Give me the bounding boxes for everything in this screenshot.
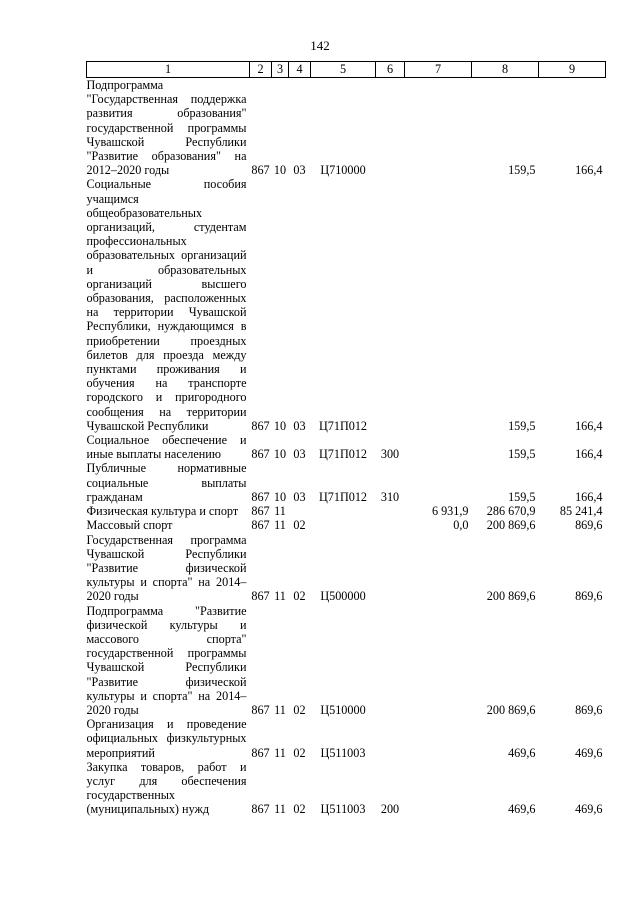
code-section: 11	[274, 702, 286, 717]
code-ministry: 867	[251, 418, 270, 433]
code-expense-type	[376, 504, 405, 518]
value-col9: 469,6	[575, 802, 603, 817]
code-subsection: 03	[293, 447, 306, 462]
table-row	[87, 717, 606, 760]
table-row	[87, 504, 606, 518]
row-name: Закупка товаров, работ и услуг для обеспечения государственных (муниципальных) нужд	[86, 759, 247, 817]
value-col8: 200 869,6	[486, 589, 536, 604]
code-expense-type	[376, 604, 405, 718]
code-target: Ц510000	[320, 702, 366, 717]
code-target: Ц511003	[320, 802, 366, 817]
code-expense-type	[376, 533, 405, 604]
value-col8: 200 869,6	[486, 518, 536, 533]
code-expense-type: 310	[380, 489, 400, 504]
value-col9: 85 241,4	[559, 504, 603, 519]
table-row	[87, 760, 606, 817]
table-row	[87, 518, 606, 532]
code-target: Ц71П012	[318, 447, 368, 462]
code-expense-type	[376, 518, 405, 532]
table-row	[87, 433, 606, 461]
header-cell: 3	[272, 62, 289, 78]
code-ministry: 867	[251, 504, 270, 519]
value-col9: 869,6	[575, 518, 603, 533]
code-ministry: 867	[251, 163, 270, 178]
value-col7	[405, 78, 472, 178]
value-col7	[405, 461, 472, 504]
code-subsection: 02	[293, 518, 306, 533]
value-col7	[405, 433, 472, 461]
value-col8: 159,5	[508, 489, 536, 504]
code-section: 11	[274, 589, 286, 604]
code-subsection: 02	[293, 702, 306, 717]
code-expense-type: 300	[380, 447, 400, 462]
row-name: Социальное обеспечение и иные выплаты населению	[86, 433, 247, 462]
code-section: 11	[274, 802, 286, 817]
header-cell: 8	[472, 62, 539, 78]
header-cell: 6	[376, 62, 405, 78]
code-subsection: 03	[293, 163, 306, 178]
table-row	[87, 604, 606, 718]
code-subsection	[289, 504, 311, 518]
header-cell: 9	[539, 62, 606, 78]
value-col8: 159,5	[508, 418, 536, 433]
code-target: Ц500000	[320, 589, 366, 604]
code-subsection: 02	[293, 802, 306, 817]
code-subsection: 02	[293, 589, 306, 604]
header-cell: 7	[405, 62, 472, 78]
code-ministry: 867	[251, 589, 270, 604]
code-section: 11	[274, 504, 286, 519]
code-expense-type	[376, 78, 405, 178]
table-row	[87, 78, 606, 178]
value-col7	[405, 717, 472, 760]
row-name: Физическая культура и спорт	[86, 504, 239, 519]
value-col8: 200 869,6	[486, 702, 536, 717]
code-section: 10	[273, 163, 287, 178]
code-expense-type	[376, 177, 405, 433]
code-target: Ц71П012	[318, 418, 368, 433]
value-col7	[405, 760, 472, 817]
value-col7	[405, 177, 472, 433]
page-number: 142	[310, 38, 330, 53]
table-row	[87, 533, 606, 604]
row-name: Массовый спорт	[86, 518, 173, 533]
code-subsection: 03	[293, 489, 306, 504]
code-ministry: 867	[251, 702, 270, 717]
value-col9: 469,6	[575, 745, 603, 760]
row-name: Публичные нормативные социальные выплаты гражданам	[86, 461, 247, 504]
code-expense-type	[376, 717, 405, 760]
code-ministry: 867	[251, 447, 270, 462]
header-row	[87, 62, 606, 78]
code-target	[311, 504, 376, 518]
value-col8: 469,6	[508, 745, 536, 760]
code-expense-type: 200	[380, 802, 400, 817]
code-section: 10	[273, 418, 287, 433]
value-col8: 159,5	[508, 163, 536, 178]
row-name: Подпрограмма "Государственная поддержка развития образования" государственной программы Чувашской Республики "Развитие образования" на 2012–2020 годы	[86, 78, 247, 178]
header-cell: 1	[87, 62, 250, 78]
code-target: Ц511003	[320, 745, 366, 760]
value-col7	[405, 604, 472, 718]
budget-table	[86, 61, 606, 817]
code-section: 11	[274, 745, 286, 760]
value-col8: 286 670,9	[486, 504, 536, 519]
value-col9: 869,6	[575, 702, 603, 717]
row-name: Социальные пособия учащимся общеобразовательных организаций, студентам профессиональных образовательных организаций и образовательных организаций высшего образования, расположенных на территории Чувашской Республики, нуждающимся в приобретении проездных билетов для проезда между пунктами проживания и обучения на транспорте городского и пригородного сообщения на территории Чувашской Республики	[86, 177, 247, 433]
header-cell: 4	[289, 62, 311, 78]
header-cell: 2	[250, 62, 272, 78]
row-name: Подпрограмма "Развитие физической культуры и массового спорта" государственной программы Чувашской Республики "Развитие физической культуры и спорта" на 2014–2020 годы	[86, 603, 247, 717]
code-ministry: 867	[251, 745, 270, 760]
value-col9: 166,4	[575, 418, 603, 433]
code-target: Ц710000	[320, 163, 366, 178]
value-col9: 869,6	[575, 589, 603, 604]
row-name: Организация и проведение официальных физкультурных мероприятий	[86, 717, 247, 760]
code-ministry: 867	[251, 518, 270, 533]
code-subsection: 03	[293, 418, 306, 433]
table-row	[87, 177, 606, 433]
code-section: 10	[273, 489, 287, 504]
value-col8: 469,6	[508, 802, 536, 817]
value-col9: 166,4	[575, 447, 603, 462]
code-subsection: 02	[293, 745, 306, 760]
value-col9: 166,4	[575, 489, 603, 504]
value-col7: 6 931,9	[431, 504, 469, 519]
code-ministry: 867	[251, 802, 270, 817]
value-col9: 166,4	[575, 163, 603, 178]
code-target	[311, 518, 376, 532]
code-target: Ц71П012	[318, 489, 368, 504]
row-name: Государственная программа Чувашской Республики "Развитие физической культуры и спорта" на 2014–2020 годы	[86, 532, 247, 604]
value-col7: 0,0	[453, 518, 469, 533]
value-col8: 159,5	[508, 447, 536, 462]
value-col7	[405, 533, 472, 604]
code-ministry: 867	[251, 489, 270, 504]
code-section: 10	[273, 447, 287, 462]
header-cell: 5	[311, 62, 376, 78]
code-section: 11	[274, 518, 286, 533]
table-row	[87, 461, 606, 504]
